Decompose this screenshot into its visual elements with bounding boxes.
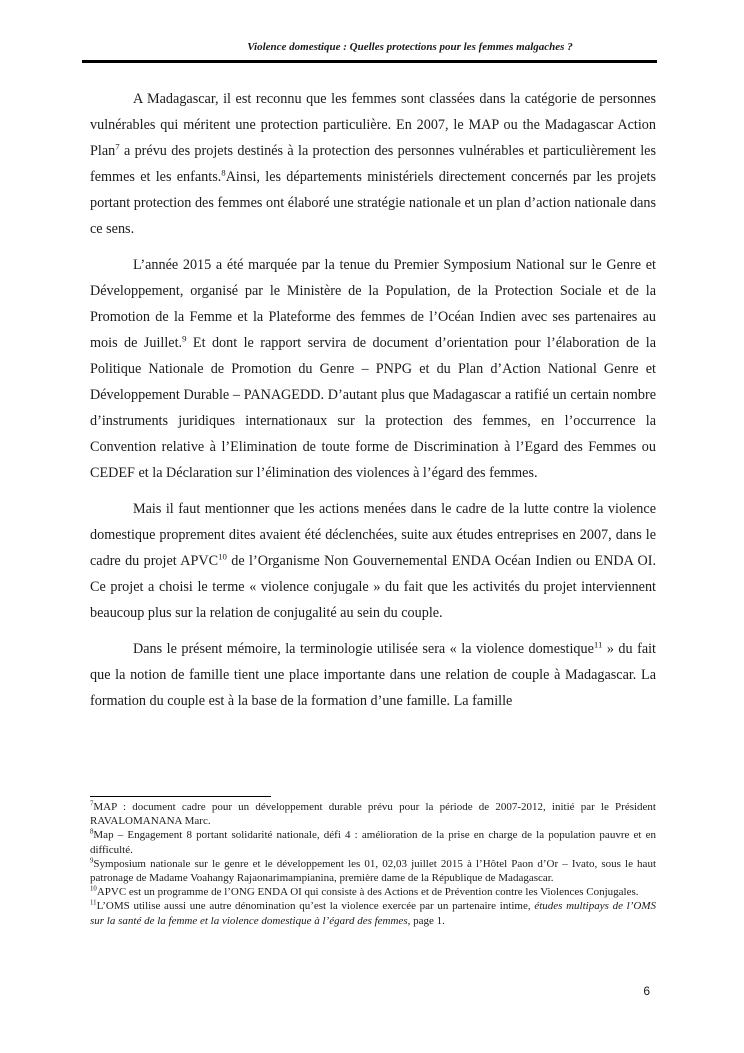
- paragraph-text: Mais il faut mentionner que les actions menées dans le cadre de la lutte contre la violence domestique proprement dites avaient été déclenchées, suite aux études entreprises en 2007, dans le cadre du projet APVC: [90, 501, 656, 569]
- paragraph-1: [90, 86, 656, 242]
- footnote-10: [90, 885, 656, 899]
- footnote-cited-title: études multipays de l’OMS sur la santé de la femme et la violence domestique à l’égard des femmes: [90, 900, 656, 927]
- paragraph-3: [90, 496, 656, 626]
- footnote-text: L’OMS utilise aussi une autre dénomination qu’est la violence exercée par un partenaire intime,: [96, 900, 535, 913]
- footnote-number: 10: [90, 885, 97, 893]
- paragraph-text: A Madagascar, il est reconnu que les femmes sont classées dans la catégorie de personnes vulnérables qui méritent une protection particulière. En 2007, le MAP ou the Madagascar Action Plan: [90, 91, 656, 159]
- footnote-ref-8[interactable]: 8: [221, 167, 226, 178]
- paragraph-4: [90, 636, 656, 714]
- paragraph-text: de l’Organisme Non Gouvernemental ENDA Océan Indien ou ENDA OI. Ce projet a choisi le terme « violence conjugale » du fait que les activités du projet interviennent beaucoup plus sur la relation de conjugalité au sein du couple.: [90, 553, 656, 621]
- footnote-text: Symposium nationale sur le genre et le développement les 01, 02,03 juillet 2015 à l’Hôtel Paon d’Or – Ivato, sous le haut patronage de Madame Voahangy Rajaonarimampianina, première dame de la République de Madagascar.: [90, 857, 656, 885]
- footnote-8: [90, 828, 656, 856]
- paragraph-text: » du fait que la notion de famille tient une place importante dans une relation de couple à Madagascar. La formation du couple est à la base de la formation d’une famille. La famille: [90, 641, 657, 709]
- footnote-number: 8: [90, 828, 94, 836]
- footnote-text: Map – Engagement 8 portant solidarité nationale, défi 4 : amélioration de la prise en charge de la population pauvre et en difficulté.: [90, 829, 656, 856]
- footnote-9: [90, 857, 656, 885]
- footnotes: [90, 800, 656, 928]
- footnote-number: 9: [90, 857, 94, 865]
- paragraph-text: L’année 2015 a été marquée par la tenue du Premier Symposium National sur le Genre et Développement, organisé par le Ministère de la Population, de la Protection Sociale et de la Promotion de la Femme et la Plateforme des femmes de l’Océan Indien avec ses partenaires au mois de Juillet.: [90, 257, 656, 351]
- body-text: [90, 86, 656, 714]
- footnote-text: MAP : document cadre pour un développement durable prévu pour la période de 2007-2012, initié par le Président RAVALOMANANA Marc.: [90, 801, 656, 828]
- paragraph-text: Ainsi, les départements ministériels directement concernés par les projets portant protection des femmes ont élaboré une stratégie nationale et un plan d’action nationale dans ce sens.: [90, 169, 656, 237]
- paragraph-text: a prévu des projets destinés à la protection des personnes vulnérables et particulièrement les femmes et les enfants.: [90, 143, 656, 185]
- paragraph-text: Et dont le rapport servira de document d’orientation pour l’élaboration de la Politique Nationale de Promotion du Genre – PNPG et du Plan d’Action National Genre et Développement Durable – PANAGEDD. D’autant plus que Madagascar a ratifié un certain nombre d’instruments juridiques internationaux sur la protection des femmes, en l’occurrence la Convention relative à l’Elimination de toute forme de Discrimination à l’Egard des Femmes ou CEDEF et la Déclaration sur l’élimination des violences à l’égard des femmes.: [90, 335, 657, 481]
- footnote-ref-7[interactable]: 7: [115, 141, 120, 152]
- paragraph-text: Dans le présent mémoire, la terminologie utilisée sera « la violence domestique: [133, 641, 594, 657]
- footnote-ref-9[interactable]: 9: [182, 333, 187, 344]
- footnote-ref-10[interactable]: 10: [218, 551, 227, 562]
- page-number: 6: [643, 984, 650, 998]
- footnote-text: APVC est un programme de l’ONG ENDA OI qui consiste à des Actions et de Prévention contre les Violences Conjugales.: [96, 886, 639, 899]
- footnote-number: 7: [90, 800, 94, 808]
- header-rule: [82, 60, 657, 63]
- footnote-number: 11: [90, 899, 97, 907]
- footnote-text: , page 1.: [407, 914, 445, 927]
- footnote-11: [90, 899, 656, 927]
- footnote-separator: [90, 796, 271, 797]
- footnote-ref-11[interactable]: 11: [593, 639, 603, 650]
- footnote-7: [90, 800, 656, 828]
- running-header: Violence domestique : Quelles protections pour les femmes malgaches ?: [247, 41, 573, 53]
- paragraph-2: [90, 252, 656, 486]
